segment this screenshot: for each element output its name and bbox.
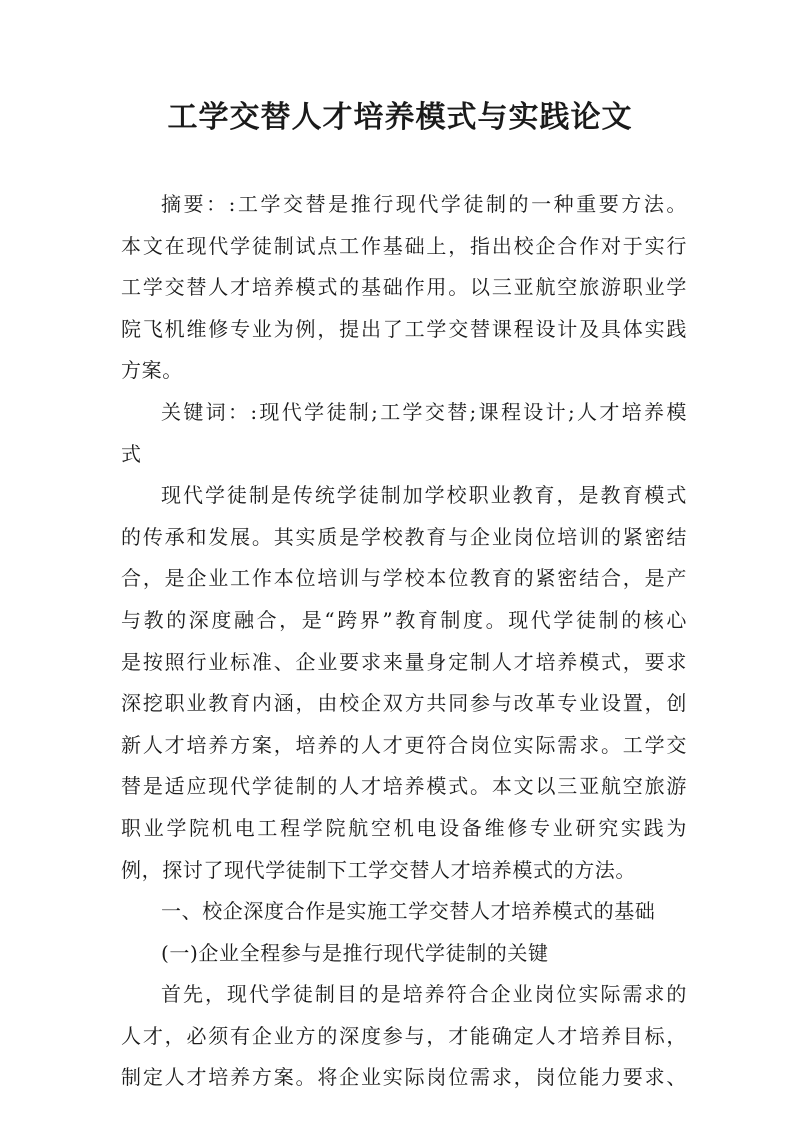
paragraph-line: 职业学院机电工程学院航空机电设备维修专业研究实践为 bbox=[121, 815, 687, 840]
abstract-line: 本文在现代学徒制试点工作基础上，指出校企合作对于实行 bbox=[121, 233, 687, 258]
paragraph-line: 人才，必须有企业方的深度参与，才能确定人才培养目标， bbox=[121, 1023, 687, 1048]
paragraph-line: 深挖职业教育内涵，由校企双方共同参与改革专业设置，创 bbox=[121, 691, 687, 716]
abstract-line: 院飞机维修专业为例，提出了工学交替课程设计及具体实践 bbox=[121, 316, 687, 341]
subsection-heading: (一)企业全程参与是推行现代学徒制的关键 bbox=[161, 940, 549, 965]
paragraph-line: 的传承和发展。其实质是学校教育与企业岗位培训的紧密结 bbox=[121, 524, 687, 549]
abstract-line: 方案。 bbox=[121, 358, 183, 383]
paragraph-line: 替是适应现代学徒制的人才培养模式。本文以三亚航空旅游 bbox=[121, 774, 687, 799]
section-heading: 一、校企深度合作是实施工学交替人才培养模式的基础 bbox=[161, 899, 656, 924]
abstract-line: 摘要：:工学交替是推行现代学徒制的一种重要方法。 bbox=[161, 192, 687, 216]
paragraph-line: 与教的深度融合，是“跨界”教育制度。现代学徒制的核心 bbox=[121, 607, 687, 632]
paragraph-line: 新人才培养方案，培养的人才更符合岗位实际需求。工学交 bbox=[121, 732, 687, 757]
paragraph-line: 制定人才培养方案。将企业实际岗位需求，岗位能力要求、 bbox=[121, 1065, 687, 1090]
document-title: 工学交替人才培养模式与实践论文 bbox=[167, 100, 633, 135]
document-body bbox=[121, 184, 687, 1099]
paragraph-line: 合，是企业工作本位培训与学校本位教育的紧密结合，是产 bbox=[121, 566, 687, 591]
abstract-line: 工学交替人才培养模式的基础作用。以三亚航空旅游职业学 bbox=[121, 275, 687, 300]
keywords-line: 关键词：:现代学徒制;工学交替;课程设计;人才培养模 bbox=[161, 399, 687, 424]
keywords-line: 式 bbox=[121, 441, 142, 466]
paragraph-line: 现代学徒制是传统学徒制加学校职业教育，是教育模式 bbox=[161, 483, 687, 508]
paragraph-line: 例，探讨了现代学徒制下工学交替人才培养模式的方法。 bbox=[121, 857, 636, 882]
paragraph-line: 是按照行业标准、企业要求来量身定制人才培养模式，要求 bbox=[121, 649, 687, 674]
paragraph-line: 首先，现代学徒制目的是培养符合企业岗位实际需求的 bbox=[161, 982, 687, 1007]
